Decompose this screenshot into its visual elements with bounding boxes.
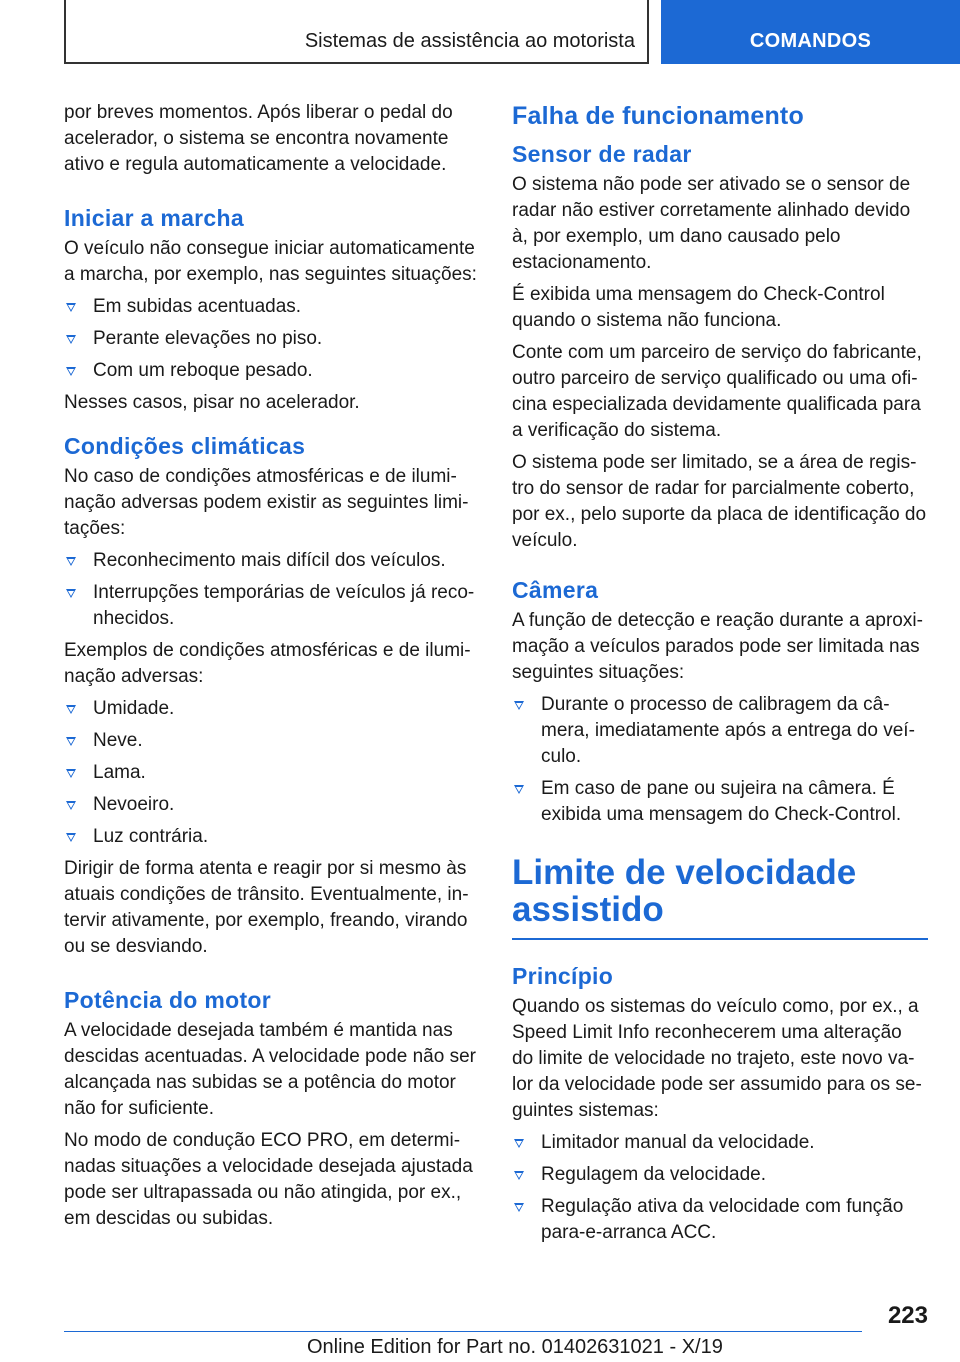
triangle-bullet-icon bbox=[66, 367, 76, 376]
paragraph: É exibida uma mensagem do Check-Control quando o sistema não funciona. bbox=[512, 284, 885, 331]
paragraph: A função de detecção e reação durante a aproximação a veículos parados pode ser limitada nas seguintes situações: bbox=[512, 610, 923, 683]
chapter-title: Limite de velocidade assistido bbox=[512, 854, 928, 940]
list-item: Regulação ativa da velocidade com função para-e-arranca ACC. bbox=[512, 1194, 928, 1246]
triangle-bullet-icon bbox=[66, 589, 76, 598]
heading-condicoes-climaticas: Condições climáticas bbox=[64, 433, 306, 459]
footer-divider bbox=[64, 1331, 862, 1332]
paragraph: A velocidade desejada também é mantida nas descidas acentuadas. A velocidade pode não ser alcançada nas subidas se a potência do motor não for suficiente. bbox=[64, 1020, 476, 1119]
bullet-list bbox=[64, 548, 480, 632]
bullet-list bbox=[512, 1130, 928, 1246]
list-item: Regulagem da velocidade. bbox=[512, 1162, 928, 1188]
list-item: Limitador manual da velocidade. bbox=[512, 1130, 928, 1156]
triangle-bullet-icon bbox=[66, 737, 76, 746]
paragraph: O sistema não pode ser ativado se o sensor de radar não estiver corretamente alinhado devido à, por exemplo, um dano causado pelo estacionamento. bbox=[512, 174, 911, 273]
list-item: Em subidas acentuadas. bbox=[64, 294, 480, 320]
triangle-bullet-icon bbox=[66, 833, 76, 842]
right-column bbox=[512, 100, 928, 1252]
header-section-title: Sistemas de assistência ao motorista bbox=[304, 30, 635, 52]
triangle-bullet-icon bbox=[66, 801, 76, 810]
triangle-bullet-icon bbox=[66, 557, 76, 566]
list-item: Em caso de pane ou sujeira na câmera. É exibida uma mensagem do Check-Control. bbox=[512, 776, 928, 828]
paragraph: Conte com um parceiro de serviço do fabricante, outro parceiro de serviço qualificado ou uma oficina especializada devidamente qualificada para a verificação do sistema. bbox=[512, 342, 922, 441]
paragraph: No caso de condições atmosféricas e de iluminação adversas podem existir as seguintes limitações: bbox=[64, 466, 469, 539]
bullet-list bbox=[512, 692, 928, 828]
paragraph: Quando os sistemas do veículo como, por ex., a Speed Limit Info reconhecerem uma alteração do limite de velocidade no trajeto, este novo valor da velocidade pode ser assumido para os seguintes sistemas: bbox=[512, 996, 922, 1121]
header-chapter-label: COMANDOS bbox=[749, 30, 872, 52]
triangle-bullet-icon bbox=[514, 701, 524, 710]
heading-camera: Câmera bbox=[512, 577, 599, 603]
page-number: 223 bbox=[887, 1302, 928, 1329]
left-column bbox=[64, 100, 480, 1238]
heading-principio: Princípio bbox=[512, 963, 614, 989]
list-item: Interrupções temporárias de veículos já reconhecidos. bbox=[64, 580, 480, 632]
paragraph: Nesses casos, pisar no acelerador. bbox=[64, 392, 360, 413]
header-section-box bbox=[64, 0, 649, 64]
list-item: Umidade. bbox=[64, 696, 480, 722]
triangle-bullet-icon bbox=[66, 769, 76, 778]
paragraph: Dirigir de forma atenta e reagir por si mesmo às atuais condições de trânsito. Eventualmente, intervir ativamente, por exemplo, freando, virando ou se desviando. bbox=[64, 858, 469, 957]
list-item: Durante o processo de calibragem da câmera, imediatamente após a entrega do veículo. bbox=[512, 692, 928, 770]
list-item: Luz contrária. bbox=[64, 824, 480, 850]
list-item: Reconhecimento mais difícil dos veículos. bbox=[64, 548, 480, 574]
footer-edition-text: Online Edition for Part no. 01402631021 - X/19 bbox=[307, 1336, 723, 1358]
heading-iniciar-marcha: Iniciar a marcha bbox=[64, 205, 244, 231]
triangle-bullet-icon bbox=[66, 303, 76, 312]
list-item: Neve. bbox=[64, 728, 480, 754]
list-item: Lama. bbox=[64, 760, 480, 786]
list-item: Com um reboque pesado. bbox=[64, 358, 480, 384]
intro-paragraph: por breves momentos. Após liberar o pedal do acelerador, o sistema se encontra novamente ativo e regula automaticamente a velocidade. bbox=[64, 102, 453, 175]
triangle-bullet-icon bbox=[66, 335, 76, 344]
paragraph: Exemplos de condições atmosféricas e de iluminação adversas: bbox=[64, 640, 471, 687]
paragraph: O sistema pode ser limitado, se a área de registro do sensor de radar for parcialmente coberto, por ex., pelo suporte da placa de identificação do veículo. bbox=[512, 452, 927, 551]
header-chapter-tab bbox=[661, 0, 960, 64]
paragraph: No modo de condução ECO PRO, em determinadas situações a velocidade desejada ajustada pode ser ultrapassada ou não atingida, por ex., em descidas ou subidas. bbox=[64, 1130, 473, 1229]
bullet-list bbox=[64, 294, 480, 384]
heading-falha-funcionamento: Falha de funcionamento bbox=[512, 102, 804, 130]
heading-sensor-radar: Sensor de radar bbox=[512, 141, 692, 167]
triangle-bullet-icon bbox=[66, 705, 76, 714]
heading-potencia-motor: Potência do motor bbox=[64, 987, 272, 1013]
triangle-bullet-icon bbox=[514, 1171, 524, 1180]
bullet-list bbox=[64, 696, 480, 850]
triangle-bullet-icon bbox=[514, 1203, 524, 1212]
paragraph: O veículo não consegue iniciar automaticamente a marcha, por exemplo, nas seguintes situações: bbox=[64, 238, 477, 285]
list-item: Nevoeiro. bbox=[64, 792, 480, 818]
triangle-bullet-icon bbox=[514, 785, 524, 794]
triangle-bullet-icon bbox=[514, 1139, 524, 1148]
list-item: Perante elevações no piso. bbox=[64, 326, 480, 352]
